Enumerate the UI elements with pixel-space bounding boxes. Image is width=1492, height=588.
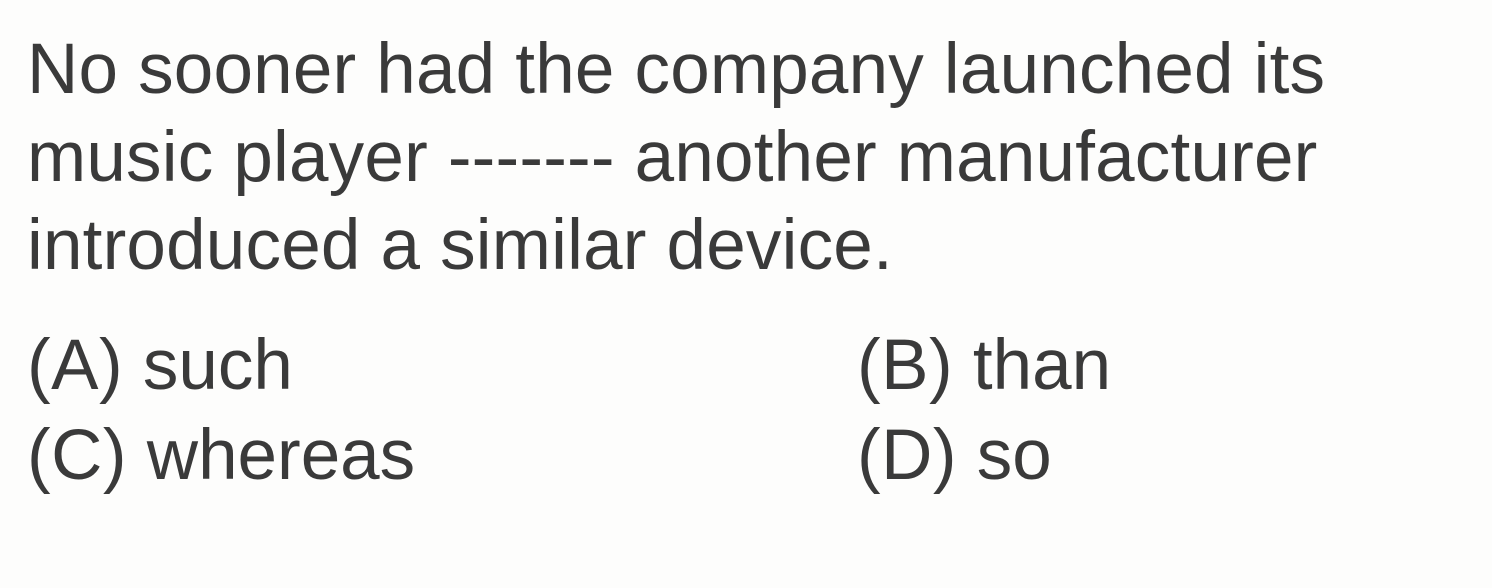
choice-c-letter: (C) bbox=[27, 416, 128, 495]
answer-choice-b[interactable] bbox=[857, 322, 1111, 410]
choice-a-text: such bbox=[142, 326, 293, 405]
choice-c-text: whereas bbox=[146, 416, 416, 495]
question-line-1: No sooner had the company launched its bbox=[27, 30, 1326, 109]
choice-b-letter: (B) bbox=[857, 326, 954, 405]
question-line-2: music player ------- another manufacturer bbox=[27, 118, 1318, 197]
choice-b-text: than bbox=[972, 326, 1112, 405]
choice-a-letter: (A) bbox=[27, 326, 124, 405]
question-line-3: introduced a similar device. bbox=[27, 206, 893, 285]
choice-d-letter: (D) bbox=[857, 416, 958, 495]
answer-choice-d[interactable] bbox=[857, 412, 1052, 500]
choice-d-text: so bbox=[976, 416, 1052, 495]
answer-choice-a[interactable] bbox=[27, 322, 293, 410]
question-text bbox=[27, 26, 1477, 290]
answer-choice-c[interactable] bbox=[27, 412, 415, 500]
